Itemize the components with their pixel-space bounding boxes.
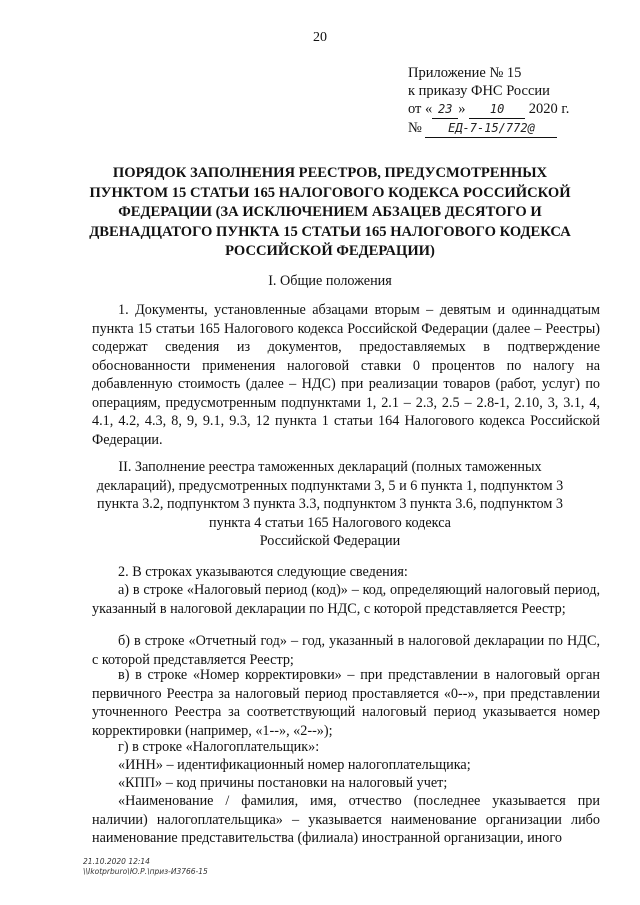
paragraph-2b: б) в строке «Отчетный год» – год, указанный в налоговой декларации по НДС, с которой представляется Реестр; <box>92 633 600 668</box>
section-2-heading-line-1: II. Заполнение реестра таможенных деклараций (полных таможенных <box>118 459 542 475</box>
appendix-number <box>408 119 569 138</box>
section-2-heading <box>70 458 590 551</box>
paragraph-2a: а) в строке «Налоговый период (код)» – код, определяющий налоговый период, указанный в налоговой декларации по НДС, с которой представляется Реестр; <box>92 582 600 617</box>
appendix-date <box>408 100 569 119</box>
section-1-heading: I. Общие положения <box>268 273 392 289</box>
document-title: ПОРЯДОК ЗАПОЛНЕНИЯ РЕЕСТРОВ, ПРЕДУСМОТРЕННЫХ ПУНКТОМ 15 СТАТЬИ 165 НАЛОГОВОГО КОДЕКСА РОССИЙСКОЙ ФЕДЕРАЦИИ (ЗА ИСКЛЮЧЕНИЕМ АБЗАЦЕВ ДЕСЯТОГО И ДВЕНАДЦАТОГО ПУНКТА 15 СТАТЬИ 165 НАЛОГОВОГО КОДЕКСА РОССИЙСКОЙ ФЕДЕРАЦИИ) <box>89 165 571 259</box>
section-2-heading-line-5: Российской Федерации <box>259 533 401 549</box>
page-number: 20 <box>313 30 327 45</box>
paragraph-2g-inn: «ИНН» – идентификационный номер налогоплательщика; <box>118 757 471 773</box>
number-prefix: № <box>408 120 422 136</box>
section-2-heading-line-2: деклараций), предусмотренных подпунктами 3, 5 и 6 пункта 1, подпунктом 3 <box>96 477 564 494</box>
appendix-block <box>408 64 569 138</box>
section-2-heading-line-3: пункта 3.2, подпунктом 3 пункта 3.3, подпунктом 3 пункта 3.6, подпунктом 3 <box>97 496 563 512</box>
date-mid: » <box>458 101 466 117</box>
date-year: 2020 г. <box>528 101 570 117</box>
number-value: ЕД-7-15/772@ <box>425 119 557 138</box>
paragraph-2g-kpp: «КПП» – код причины постановки на налоговый учет; <box>118 775 448 791</box>
date-prefix: от « <box>408 101 433 117</box>
paragraph-2: 2. В строках указываются следующие сведения: <box>118 564 408 580</box>
footer-file-path: \\Ikotprburo\Ю.Р.\приз-И3766-15 <box>83 867 208 876</box>
footer-stamp <box>83 857 208 877</box>
date-month: 10 <box>469 100 525 119</box>
paragraph-2g-name: «Наименование / фамилия, имя, отчество (последнее указывается при наличии) налогоплательщика» – указывается наименование организации либо наименование представительства (филиала) иностранной организации, иного <box>92 793 600 846</box>
appendix-order-ref: к приказу ФНС России <box>408 83 550 99</box>
paragraph-1: 1. Документы, установленные абзацами вторым – девятым и одиннадцатым пункта 15 статьи 165 Налогового кодекса Российской Федерации (далее – Реестры) содержат сведения из документов, предоставляемых в подтверждение обоснованности применения налоговой ставки 0 процентов по налогу на добавленную стоимость (далее – НДС) при реализации товаров (работ, услуг) по операциям, предусмотренным подпунктами 1, 2.1 – 2.3, 2.5 – 2.8-1, 2.10, 3, 3.1, 4, 4.1, 4.2, 4.3, 8, 9, 9.1, 9.3, 12 пункта 1 статьи 164 Налогового кодекса Российской Федерации. <box>92 302 600 448</box>
paragraph-2v: в) в строке «Номер корректировки» – при представлении в налоговый орган первичного Реестра за налоговый период проставляется «0--», при представлении уточненного Реестра за соответствующий налоговый период указывается номер корректировки (например, «1--», «2--»); <box>92 667 600 739</box>
footer-timestamp: 21.10.2020 12:14 <box>83 857 150 866</box>
section-2-heading-line-4: пункта 4 статьи 165 Налогового кодекса <box>209 514 451 531</box>
paragraph-2g: г) в строке «Налогоплательщик»: <box>118 739 320 755</box>
date-day: 23 <box>432 100 458 119</box>
appendix-title: Приложение № 15 <box>408 65 522 81</box>
